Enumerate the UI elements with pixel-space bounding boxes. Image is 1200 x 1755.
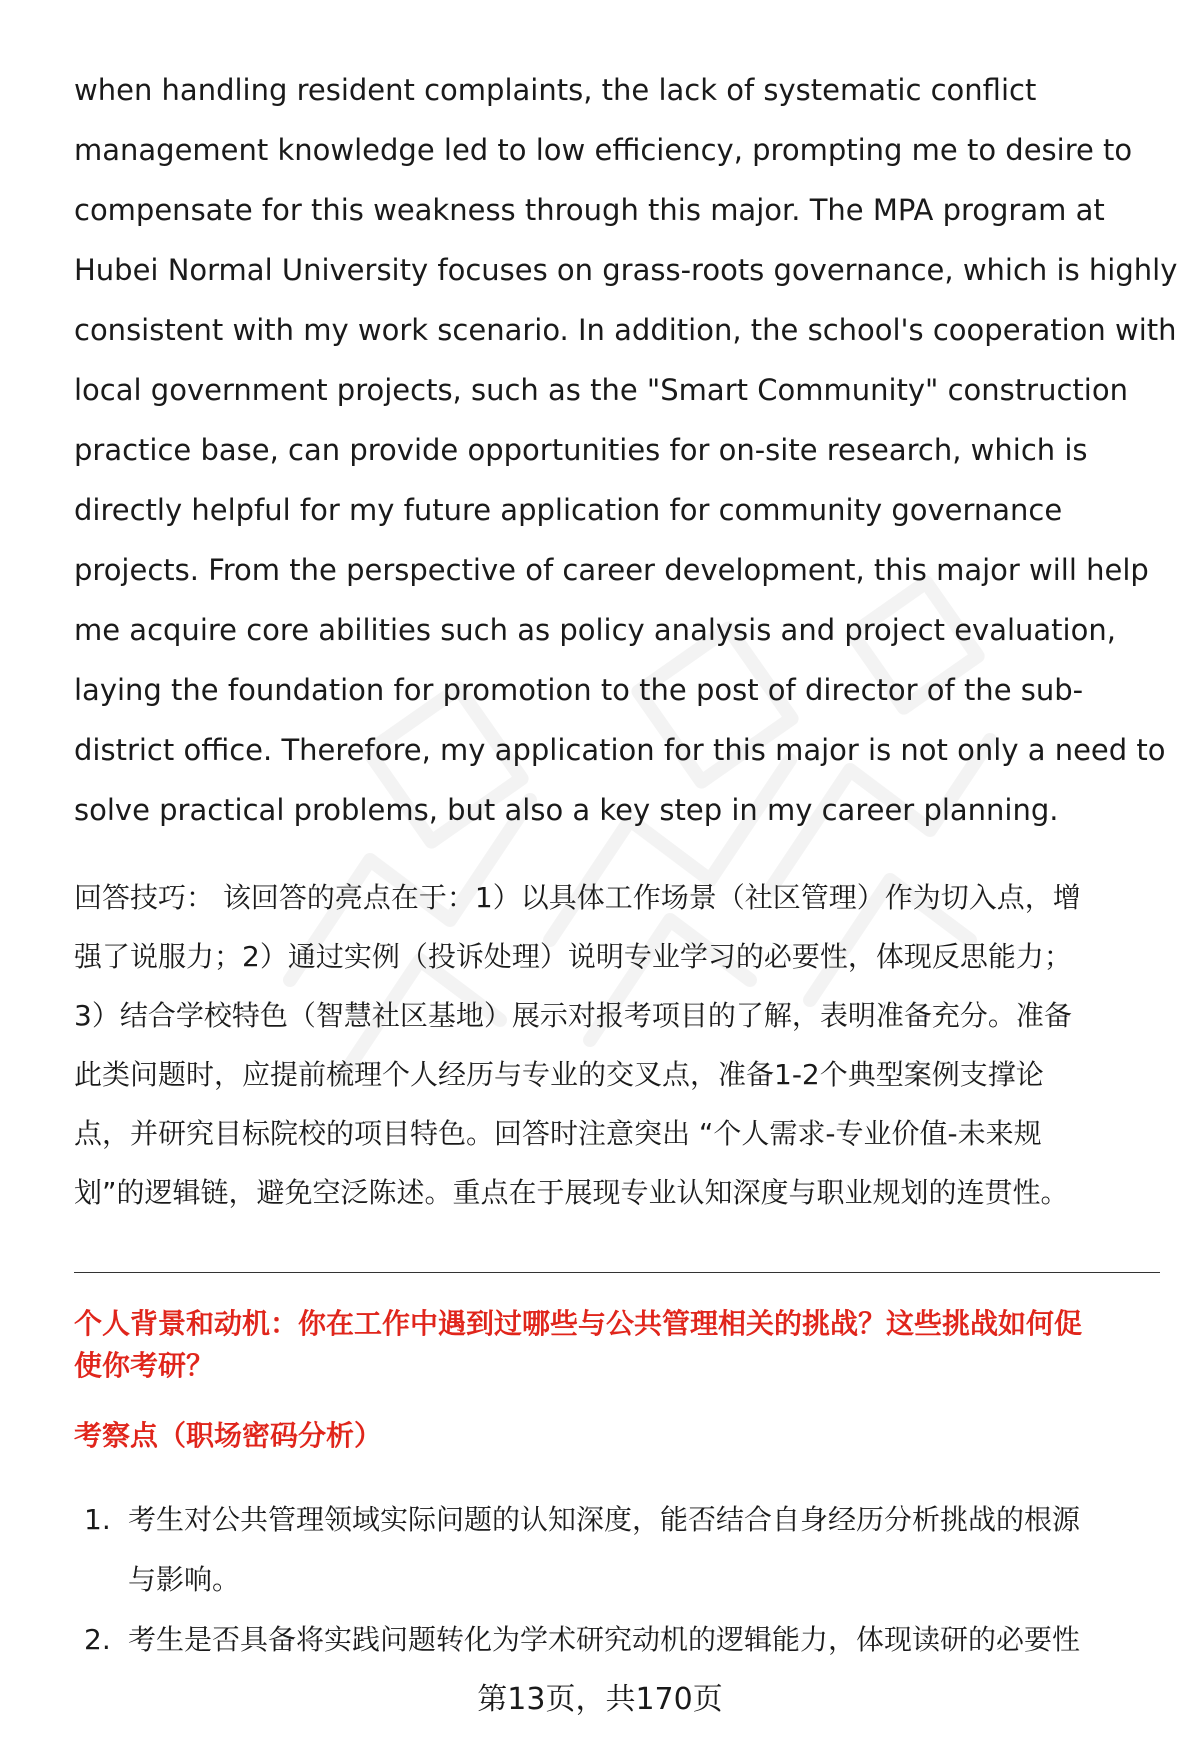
list-item-line: 考生是否具备将实践问题转化为学术研究动机的逻辑能力，体现读研的必要性	[128, 1623, 1081, 1656]
question-line: 个人背景和动机：你在工作中遇到过哪些与公共管理相关的挑战？这些挑战如何促	[74, 1307, 1083, 1340]
paragraph-line: projects. From the perspective of career development, this major will help	[74, 553, 1149, 587]
tips-line: 强了说服力；2）通过实例（投诉处理）说明专业学习的必要性，体现反思能力；	[74, 940, 1072, 973]
list-item-line: 考生对公共管理领域实际问题的认知深度，能否结合自身经历分析挑战的根源	[128, 1503, 1081, 1536]
paragraph-line: compensate for this weakness through this major. The MPA program at	[74, 193, 1105, 227]
tips-line: 3）结合学校特色（智慧社区基地）展示对报考项目的了解，表明准备充分。准备	[74, 999, 1072, 1032]
answer-tips	[74, 868, 1160, 1222]
question-heading	[74, 1303, 1160, 1387]
paragraph-line: laying the foundation for promotion to the post of director of the sub-	[74, 673, 1084, 707]
list-number: 1.	[84, 1503, 111, 1536]
paragraph-line: district office. Therefore, my application for this major is not only a need to	[74, 733, 1166, 767]
list-item	[74, 1490, 1160, 1610]
tips-line: 回答技巧： 该回答的亮点在于：1）以具体工作场景（社区管理）作为切入点，增	[74, 881, 1081, 914]
exam-points-list	[74, 1490, 1160, 1670]
tips-line: 点，并研究目标院校的项目特色。回答时注意突出 “个人需求-专业价值-未来规	[74, 1117, 1042, 1150]
paragraph-line: local government projects, such as the "Smart Community" construction	[74, 373, 1128, 407]
section-divider	[74, 1272, 1160, 1273]
list-item-line: 与影响。	[128, 1563, 241, 1596]
paragraph-line: me acquire core abilities such as policy analysis and project evaluation,	[74, 613, 1116, 647]
section-title: 考察点（职场密码分析）	[74, 1419, 383, 1452]
tips-line: 划”的逻辑链，避免空泛陈述。重点在于展现专业认知深度与职业规划的连贯性。	[74, 1176, 1069, 1209]
question-line: 使你考研？	[74, 1349, 215, 1382]
body-paragraph	[74, 60, 1178, 840]
paragraph-line: Hubei Normal University focuses on grass-roots governance, which is highly	[74, 253, 1178, 287]
list-number: 2.	[84, 1623, 111, 1656]
paragraph-line: solve practical problems, but also a key step in my career planning.	[74, 793, 1059, 827]
paragraph-line: management knowledge led to low efficiency, prompting me to desire to	[74, 133, 1133, 167]
paragraph-line: when handling resident complaints, the lack of systematic conflict	[74, 73, 1037, 107]
paragraph-line: consistent with my work scenario. In addition, the school's cooperation with	[74, 313, 1177, 347]
list-item	[74, 1610, 1160, 1670]
paragraph-line: directly helpful for my future application for community governance	[74, 493, 1063, 527]
tips-line: 此类问题时，应提前梳理个人经历与专业的交叉点，准备1-2个典型案例支撑论	[74, 1058, 1044, 1091]
paragraph-line: practice base, can provide opportunities for on-site research, which is	[74, 433, 1088, 467]
page-footer: 第13页，共170页	[477, 1682, 723, 1717]
